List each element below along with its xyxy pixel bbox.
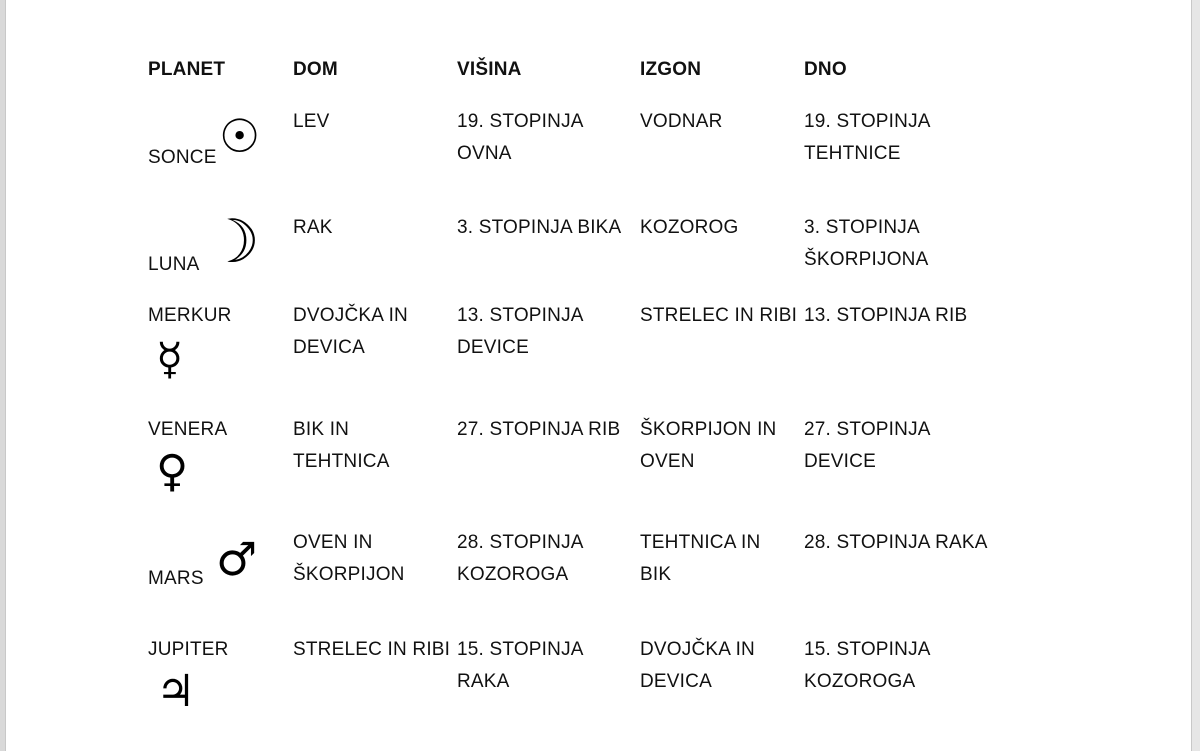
moon-icon: ☽ bbox=[206, 207, 260, 277]
header-planet: PLANET bbox=[148, 59, 226, 80]
dom-line: BIK IN bbox=[293, 419, 350, 440]
visina-line: 3. STOPINJA BIKA bbox=[457, 217, 622, 238]
visina-line: 19. STOPINJA bbox=[457, 111, 584, 132]
izgon-cell bbox=[640, 212, 739, 244]
dno-line: 3. STOPINJA bbox=[804, 217, 920, 238]
dom-line: STRELEC IN RIBI bbox=[293, 639, 451, 660]
izgon-line: STRELEC IN RIBI bbox=[640, 305, 798, 326]
planet-name: MARS bbox=[148, 568, 204, 589]
dno-cell bbox=[804, 300, 967, 332]
visina-line: 27. STOPINJA RIB bbox=[457, 419, 621, 440]
mercury-icon: ☿ bbox=[156, 334, 184, 385]
header-izgon: IZGON bbox=[640, 59, 702, 80]
dom-cell bbox=[293, 106, 330, 138]
planet-name: MERKUR bbox=[148, 305, 232, 326]
document-page bbox=[5, 0, 1192, 751]
dom-cell bbox=[293, 414, 390, 478]
dno-line: DEVICE bbox=[804, 451, 876, 472]
planet-name: SONCE bbox=[148, 147, 217, 168]
visina-cell bbox=[457, 300, 584, 364]
header-dno: DNO bbox=[804, 59, 847, 80]
izgon-cell bbox=[640, 414, 776, 478]
dom-cell bbox=[293, 300, 408, 364]
planet-name: LUNA bbox=[148, 254, 200, 275]
visina-cell bbox=[457, 106, 584, 170]
visina-line: KOZOROGA bbox=[457, 564, 569, 585]
dno-cell bbox=[804, 106, 931, 170]
dno-line: 13. STOPINJA RIB bbox=[804, 305, 968, 326]
visina-line: 28. STOPINJA bbox=[457, 532, 584, 553]
sun-icon: ☉ bbox=[219, 109, 261, 163]
dno-line: 27. STOPINJA bbox=[804, 419, 931, 440]
visina-cell bbox=[457, 527, 584, 591]
dom-cell bbox=[293, 634, 450, 666]
dno-cell bbox=[804, 212, 928, 276]
izgon-line: TEHTNICA IN bbox=[640, 532, 761, 553]
dom-line: DEVICA bbox=[293, 337, 365, 358]
visina-cell bbox=[457, 634, 584, 698]
visina-line: OVNA bbox=[457, 143, 512, 164]
izgon-cell bbox=[640, 106, 723, 138]
dno-cell bbox=[804, 414, 931, 478]
dom-line: OVEN IN bbox=[293, 532, 373, 553]
izgon-line: KOZOROG bbox=[640, 217, 739, 238]
dom-line: DVOJČKA IN bbox=[293, 305, 408, 326]
izgon-cell bbox=[640, 527, 760, 591]
visina-line: RAKA bbox=[457, 671, 510, 692]
izgon-line: BIK bbox=[640, 564, 672, 585]
dno-line: TEHTNICE bbox=[804, 143, 901, 164]
dom-line: RAK bbox=[293, 217, 333, 238]
dno-line: 15. STOPINJA bbox=[804, 639, 931, 660]
dno-line: 28. STOPINJA RAKA bbox=[804, 532, 988, 553]
dno-cell bbox=[804, 527, 988, 559]
izgon-cell bbox=[640, 634, 755, 698]
dom-line: LEV bbox=[293, 111, 330, 132]
dno-cell bbox=[804, 634, 931, 698]
mars-icon: ♂ bbox=[216, 532, 258, 586]
izgon-line: VODNAR bbox=[640, 111, 723, 132]
planet-name: VENERA bbox=[148, 419, 228, 440]
izgon-cell bbox=[640, 300, 797, 332]
dom-cell bbox=[293, 527, 405, 591]
dno-line: KOZOROGA bbox=[804, 671, 916, 692]
visina-cell bbox=[457, 414, 620, 446]
izgon-line: DVOJČKA IN bbox=[640, 639, 755, 660]
visina-cell bbox=[457, 212, 621, 244]
visina-line: DEVICE bbox=[457, 337, 529, 358]
planet-name: JUPITER bbox=[148, 639, 229, 660]
izgon-line: ŠKORPIJON IN bbox=[640, 419, 777, 440]
dno-line: 19. STOPINJA bbox=[804, 111, 931, 132]
header-visina: VIŠINA bbox=[457, 59, 522, 80]
visina-line: 15. STOPINJA bbox=[457, 639, 584, 660]
dom-line: TEHTNICA bbox=[293, 451, 390, 472]
venus-icon: ♀ bbox=[156, 446, 189, 497]
dom-cell bbox=[293, 212, 333, 244]
jupiter-icon: ♃ bbox=[156, 666, 196, 717]
dno-line: ŠKORPIJONA bbox=[804, 249, 929, 270]
izgon-line: OVEN bbox=[640, 451, 695, 472]
visina-line: 13. STOPINJA bbox=[457, 305, 584, 326]
izgon-line: DEVICA bbox=[640, 671, 712, 692]
dom-line: ŠKORPIJON bbox=[293, 564, 405, 585]
header-dom: DOM bbox=[293, 59, 338, 80]
